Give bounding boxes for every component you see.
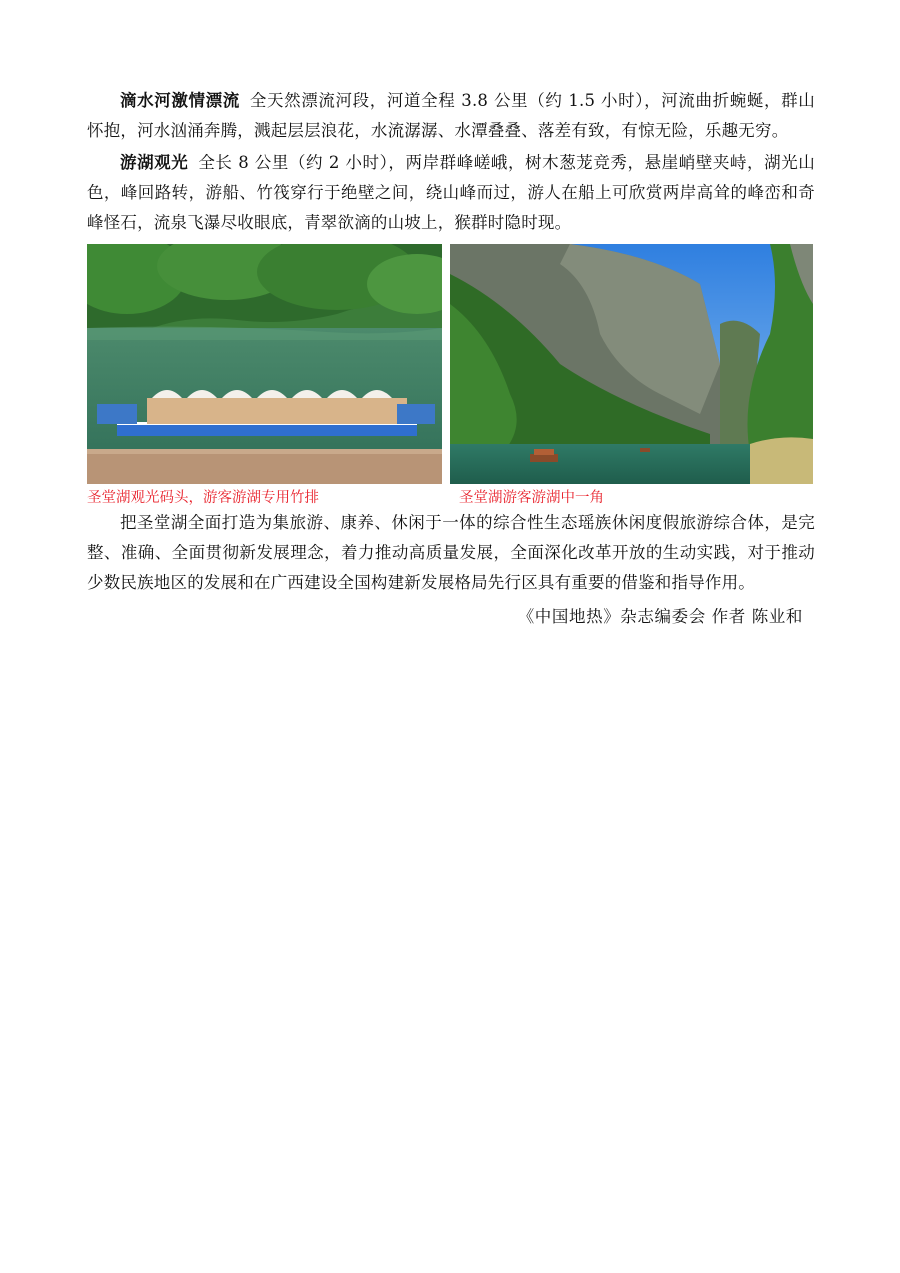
lake-tour-paragraph [87, 148, 815, 238]
lake-tour-body: 全长 8 公里（约 2 小时），两岸群峰嵯峨，树木葱茏竞秀，悬崖峭壁夹峙，湖光山色，峰回路转，游船、竹筏穿行于绝壁之间，绕山峰而过，游人在船上可欣赏两岸高耸的峰峦和奇峰怪石，流泉飞瀑尽收眼底，青翠欲滴的山坡上，猴群时隐时现。 [87, 153, 815, 232]
rafting-body: 全天然漂流河段，河道全程 3.8 公里（约 1.5 小时），河流曲折蜿蜒，群山怀抱，河水汹涌奔腾，溅起层层浪花，水流潺潺、水潭叠叠、落差有致，有惊无险，乐趣无穷。 [87, 91, 816, 140]
photo-row [87, 244, 815, 506]
rafting-heading: 滴水河激情漂流 [120, 91, 240, 110]
document-page [87, 86, 815, 632]
bamboo-raft-dock-photo [87, 244, 442, 484]
rafting-paragraph [87, 86, 815, 146]
lake-canyon-photo [450, 244, 813, 484]
lake-tour-heading: 游湖观光 [120, 153, 189, 172]
right-photo-caption: 圣堂湖游客游湖中一角 [459, 490, 604, 506]
closing-paragraph: 把圣堂湖全面打造为集旅游、康养、休闲于一体的综合性生态瑶族休闲度假旅游综合体，是完整、准确、全面贯彻新发展理念，着力推动高质量发展，全面深化改革开放的生动实践，对于推动少数民族地区的发展和在广西建设全国构建新发展格局先行区具有重要的借鉴和指导作用。 [87, 513, 815, 592]
byline: 《中国地热》杂志编委会 作者 陈业和 [517, 607, 803, 626]
left-photo-caption: 圣堂湖观光码头，游客游湖专用竹排 [87, 490, 319, 506]
